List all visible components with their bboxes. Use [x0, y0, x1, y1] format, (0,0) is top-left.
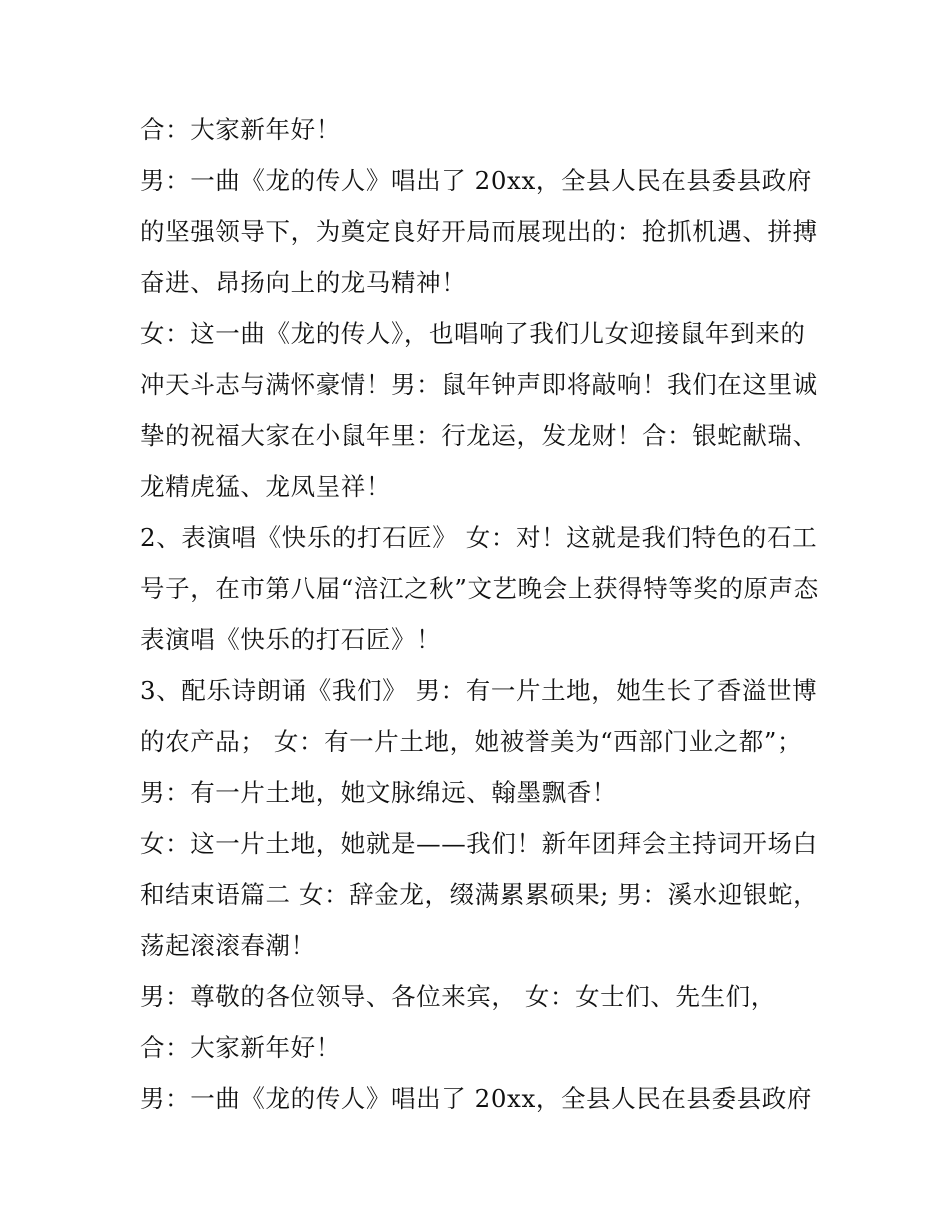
text-line: 号子，在市第八届“涪江之秋”文艺晚会上获得特等奖的原声态: [140, 574, 819, 603]
text-line: 冲天斗志与满怀豪情！男：鼠年钟声即将敲响！我们在这里诚: [140, 370, 818, 399]
text-line: 男：一曲《龙的传人》唱出了 20xx，全县人民在县委县政府: [140, 1084, 812, 1113]
text-line: 荡起滚滚春潮！: [140, 931, 316, 960]
text-line: 男：有一片土地，她文脉绵远、翰墨飘香！: [140, 778, 617, 807]
text-line: 女：这一曲《龙的传人》，也唱响了我们儿女迎接鼠年到来的: [140, 319, 806, 348]
text-line: 合：大家新年好！: [140, 1033, 341, 1062]
text-line: 女：这一片土地，她就是——我们！新年团拜会主持词开场白: [140, 829, 818, 858]
text-line: 的农产品； 女：有一片土地，她被誉美为“西部门业之都”；: [140, 727, 803, 756]
text-line: 2、表演唱《快乐的打石匠》 女：对！这就是我们特色的石工: [140, 523, 818, 552]
text-line: 和结束语篇二 女：辞金龙，缀满累累硕果; 男：溪水迎银蛇，: [140, 880, 819, 909]
text-line: 合：大家新年好！: [140, 115, 341, 144]
document-body: [140, 108, 830, 1128]
text-line: 3、配乐诗朗诵《我们》 男：有一片土地，她生长了香溢世博: [140, 676, 818, 705]
text-line: 男：一曲《龙的传人》唱出了 20xx，全县人民在县委县政府: [140, 166, 812, 195]
text-line: 的坚强领导下，为奠定良好开局而展现出的：抢抓机遇、拼搏: [140, 217, 818, 246]
text-line: 龙精虎猛、龙凤呈祥！: [140, 472, 391, 501]
text-line: 奋进、昂扬向上的龙马精神！: [140, 268, 467, 297]
text-line: 男：尊敬的各位领导、各位来宾， 女：女士们、先生们，: [140, 982, 776, 1011]
text-line: 挚的祝福大家在小鼠年里：行龙运，发龙财！合：银蛇献瑞、: [140, 421, 818, 450]
text-line: 表演唱《快乐的打石匠》！: [140, 625, 442, 654]
